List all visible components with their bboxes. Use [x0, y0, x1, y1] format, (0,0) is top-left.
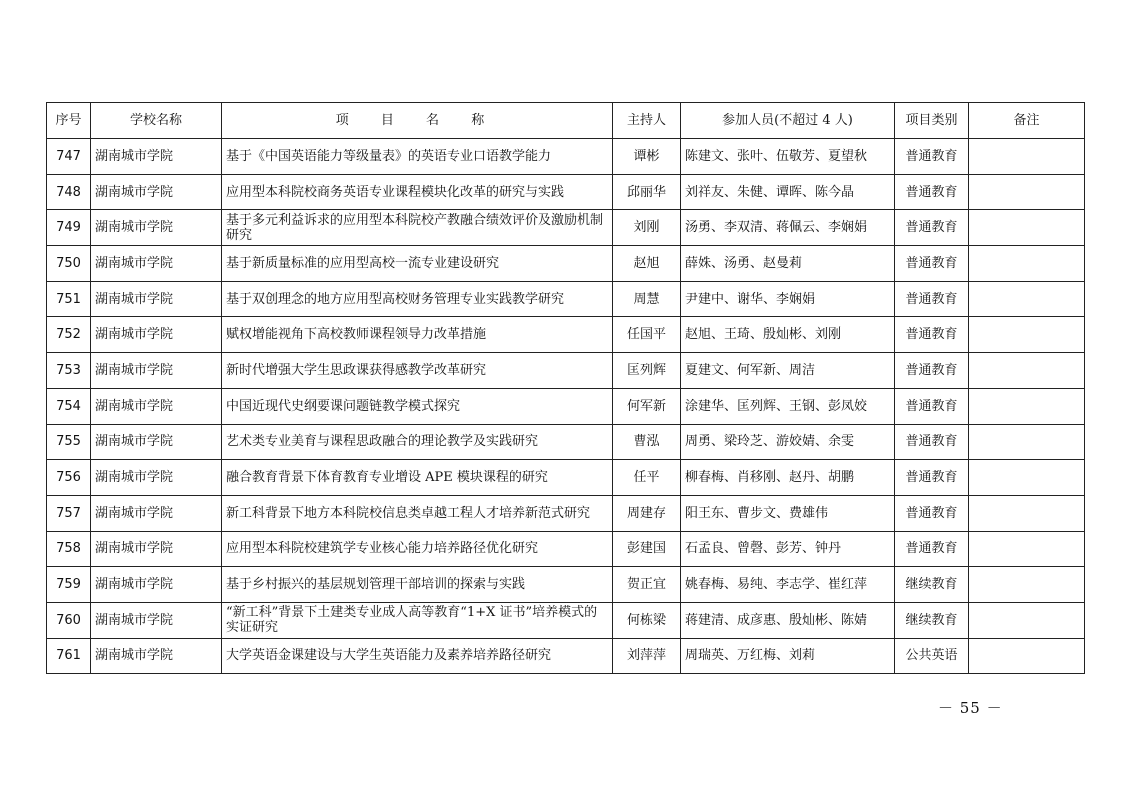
cell-school: 湖南城市学院 [91, 602, 222, 638]
cell-host: 刘刚 [613, 210, 681, 246]
cell-seq: 761 [47, 638, 91, 674]
cell-project: 赋权增能视角下高校教师课程领导力改革措施 [222, 317, 613, 353]
cell-remark [969, 495, 1085, 531]
cell-seq: 751 [47, 281, 91, 317]
cell-seq: 752 [47, 317, 91, 353]
cell-members: 夏建文、何军新、周洁 [681, 353, 895, 389]
cell-members: 涂建华、匡列辉、王钢、彭凤姣 [681, 388, 895, 424]
cell-project: 中国近现代史纲要课问题链教学模式探究 [222, 388, 613, 424]
cell-seq: 755 [47, 424, 91, 460]
cell-remark [969, 388, 1085, 424]
cell-remark [969, 531, 1085, 567]
cell-school: 湖南城市学院 [91, 460, 222, 496]
cell-members: 阳王东、曹步文、费雄伟 [681, 495, 895, 531]
cell-seq: 748 [47, 174, 91, 210]
cell-members: 尹建中、谢华、李娴娟 [681, 281, 895, 317]
cell-school: 湖南城市学院 [91, 317, 222, 353]
cell-host: 曹泓 [613, 424, 681, 460]
cell-project: 大学英语金课建设与大学生英语能力及素养培养路径研究 [222, 638, 613, 674]
cell-remark [969, 210, 1085, 246]
table-row [47, 531, 1085, 567]
cell-members: 蒋建清、成彦惠、殷灿彬、陈婧 [681, 602, 895, 638]
table-row [47, 281, 1085, 317]
cell-school: 湖南城市学院 [91, 246, 222, 282]
cell-remark [969, 567, 1085, 603]
cell-host: 匡列辉 [613, 353, 681, 389]
cell-category: 普通教育 [895, 353, 969, 389]
cell-host: 刘萍萍 [613, 638, 681, 674]
cell-school: 湖南城市学院 [91, 567, 222, 603]
cell-category: 公共英语 [895, 638, 969, 674]
cell-host: 贺正宜 [613, 567, 681, 603]
cell-project: 艺术类专业美育与课程思政融合的理论教学及实践研究 [222, 424, 613, 460]
page-number: － 55 － [938, 699, 1003, 717]
cell-host: 周建存 [613, 495, 681, 531]
cell-school: 湖南城市学院 [91, 638, 222, 674]
cell-project: 应用型本科院校商务英语专业课程模块化改革的研究与实践 [222, 174, 613, 210]
cell-host: 何军新 [613, 388, 681, 424]
cell-members: 赵旭、王琦、殷灿彬、刘刚 [681, 317, 895, 353]
cell-remark [969, 460, 1085, 496]
cell-category: 普通教育 [895, 388, 969, 424]
cell-members: 周勇、梁玲芝、游姣婧、余雯 [681, 424, 895, 460]
cell-remark [969, 246, 1085, 282]
table-row [47, 602, 1085, 638]
cell-host: 邱丽华 [613, 174, 681, 210]
cell-category: 继续教育 [895, 602, 969, 638]
table-row [47, 317, 1085, 353]
table-row [47, 638, 1085, 674]
cell-category: 普通教育 [895, 460, 969, 496]
cell-project: 基于新质量标准的应用型高校一流专业建设研究 [222, 246, 613, 282]
cell-host: 何栋梁 [613, 602, 681, 638]
header-remark: 备注 [969, 103, 1085, 139]
cell-remark [969, 353, 1085, 389]
cell-members: 薛姝、汤勇、赵曼莉 [681, 246, 895, 282]
projects-table [46, 102, 1085, 674]
header-seq: 序号 [47, 103, 91, 139]
cell-remark [969, 638, 1085, 674]
cell-seq: 754 [47, 388, 91, 424]
table-row [47, 353, 1085, 389]
cell-remark [969, 317, 1085, 353]
cell-host: 任国平 [613, 317, 681, 353]
cell-host: 赵旭 [613, 246, 681, 282]
cell-seq: 759 [47, 567, 91, 603]
cell-category: 普通教育 [895, 139, 969, 175]
cell-school: 湖南城市学院 [91, 210, 222, 246]
header-school: 学校名称 [91, 103, 222, 139]
cell-project: “新工科”背景下土建类专业成人高等教育“1+X 证书”培养模式的实证研究 [222, 602, 613, 638]
cell-members: 姚春梅、易纯、李志学、崔红萍 [681, 567, 895, 603]
cell-seq: 756 [47, 460, 91, 496]
cell-members: 柳春梅、肖移刚、赵丹、胡鹏 [681, 460, 895, 496]
cell-seq: 749 [47, 210, 91, 246]
table-row [47, 139, 1085, 175]
cell-school: 湖南城市学院 [91, 388, 222, 424]
cell-host: 彭建国 [613, 531, 681, 567]
cell-category: 普通教育 [895, 317, 969, 353]
cell-members: 周瑞英、万红梅、刘莉 [681, 638, 895, 674]
cell-project: 应用型本科院校建筑学专业核心能力培养路径优化研究 [222, 531, 613, 567]
cell-remark [969, 174, 1085, 210]
cell-project: 基于乡村振兴的基层规划管理干部培训的探索与实践 [222, 567, 613, 603]
cell-project: 基于《中国英语能力等级量表》的英语专业口语教学能力 [222, 139, 613, 175]
cell-category: 普通教育 [895, 495, 969, 531]
cell-category: 普通教育 [895, 281, 969, 317]
cell-seq: 758 [47, 531, 91, 567]
cell-remark [969, 281, 1085, 317]
table-row [47, 495, 1085, 531]
cell-remark [969, 424, 1085, 460]
cell-seq: 753 [47, 353, 91, 389]
table-row [47, 567, 1085, 603]
cell-school: 湖南城市学院 [91, 495, 222, 531]
table-header-row [47, 103, 1085, 139]
cell-project: 融合教育背景下体育教育专业增设 APE 模块课程的研究 [222, 460, 613, 496]
table-row [47, 174, 1085, 210]
cell-host: 任平 [613, 460, 681, 496]
cell-seq: 757 [47, 495, 91, 531]
header-host: 主持人 [613, 103, 681, 139]
cell-remark [969, 139, 1085, 175]
cell-members: 陈建文、张叶、伍敬芳、夏望秋 [681, 139, 895, 175]
table-row [47, 246, 1085, 282]
cell-project: 新时代增强大学生思政课获得感教学改革研究 [222, 353, 613, 389]
cell-members: 石孟良、曾磬、彭芳、钟丹 [681, 531, 895, 567]
table-row [47, 460, 1085, 496]
cell-school: 湖南城市学院 [91, 281, 222, 317]
cell-category: 普通教育 [895, 210, 969, 246]
cell-category: 普通教育 [895, 531, 969, 567]
cell-category: 普通教育 [895, 246, 969, 282]
cell-category: 普通教育 [895, 174, 969, 210]
cell-host: 周慧 [613, 281, 681, 317]
cell-school: 湖南城市学院 [91, 424, 222, 460]
header-members: 参加人员(不超过 4 人) [681, 103, 895, 139]
header-project: 项 目 名 称 [222, 103, 613, 139]
cell-members: 刘祥友、朱健、谭晖、陈今晶 [681, 174, 895, 210]
cell-school: 湖南城市学院 [91, 353, 222, 389]
cell-remark [969, 602, 1085, 638]
header-category: 项目类别 [895, 103, 969, 139]
cell-members: 汤勇、李双清、蒋佩云、李娴娟 [681, 210, 895, 246]
cell-seq: 760 [47, 602, 91, 638]
cell-school: 湖南城市学院 [91, 174, 222, 210]
table-row [47, 210, 1085, 246]
table-row [47, 388, 1085, 424]
cell-project: 新工科背景下地方本科院校信息类卓越工程人才培养新范式研究 [222, 495, 613, 531]
cell-category: 继续教育 [895, 567, 969, 603]
cell-project: 基于多元利益诉求的应用型本科院校产教融合绩效评价及激励机制研究 [222, 210, 613, 246]
cell-host: 谭彬 [613, 139, 681, 175]
table-row [47, 424, 1085, 460]
cell-category: 普通教育 [895, 424, 969, 460]
cell-seq: 747 [47, 139, 91, 175]
cell-school: 湖南城市学院 [91, 531, 222, 567]
cell-seq: 750 [47, 246, 91, 282]
cell-project: 基于双创理念的地方应用型高校财务管理专业实践教学研究 [222, 281, 613, 317]
cell-school: 湖南城市学院 [91, 139, 222, 175]
